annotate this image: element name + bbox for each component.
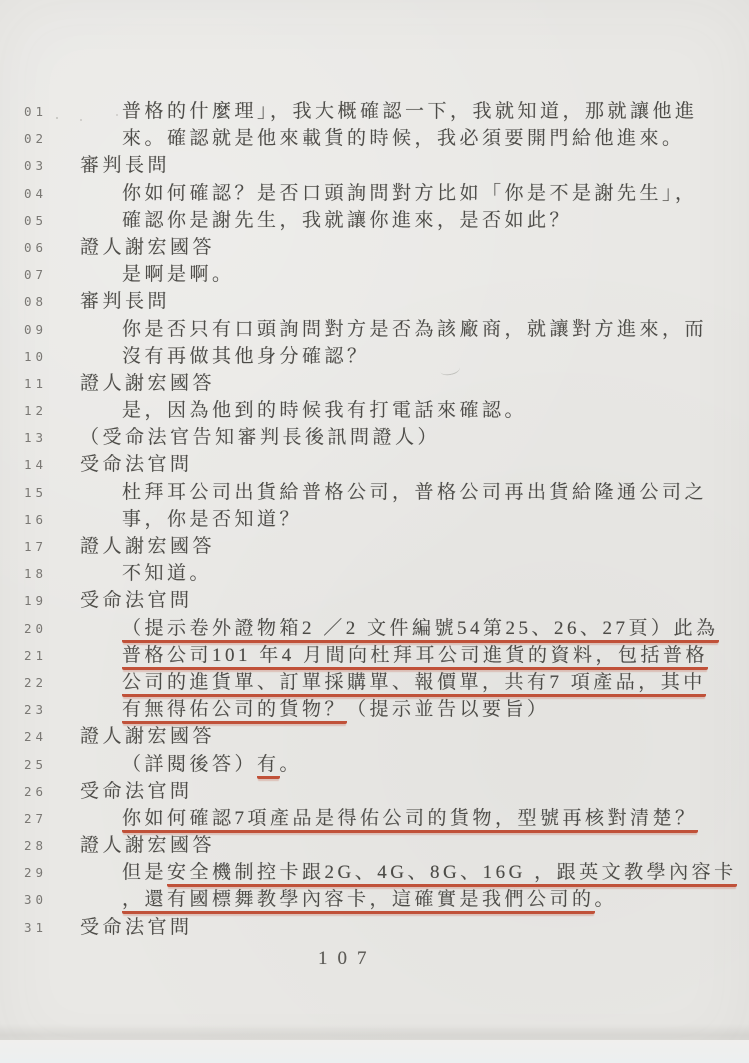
text-segment: 確認你是謝先生，我就讓你進來，是否如此？: [122, 209, 573, 231]
line-text: [122, 397, 749, 424]
line-number: 10: [24, 348, 48, 364]
line-number: 22: [24, 674, 48, 690]
line-number: 14: [24, 457, 48, 473]
red-underlined-text: 你如何確認7項產品是得佑公司的貨物，型號再核對清楚？: [122, 808, 698, 833]
text-segment: 但是: [122, 862, 168, 884]
line-text: [122, 805, 749, 832]
transcript-line: [0, 125, 749, 152]
page-number: 107: [318, 948, 377, 969]
line-text: [122, 560, 749, 587]
transcript-lines: [0, 98, 749, 941]
line-text: [80, 234, 749, 261]
transcript-line: [0, 506, 749, 533]
line-number: 12: [24, 403, 48, 419]
line-text: [80, 424, 749, 451]
transcript-line: [0, 914, 749, 941]
text-segment: 證人謝宏國答: [80, 372, 216, 394]
text-segment: 普格的什麼理」，我大概確認一下，我就知道，那就讓他進: [122, 101, 698, 122]
line-number: 23: [24, 702, 48, 718]
line-number: 28: [24, 838, 48, 854]
text-segment: （提示並告以要旨）: [347, 699, 550, 721]
text-segment: 證人謝宏國答: [80, 236, 216, 258]
line-text: [122, 207, 749, 234]
text-segment: 受命法官問: [80, 780, 193, 802]
line-number: 25: [24, 756, 48, 772]
red-underlined-text: 有無得佑公司的貨物？: [122, 699, 347, 724]
transcript-line: [0, 533, 749, 560]
line-number: 07: [24, 267, 48, 283]
line-text: [122, 751, 749, 778]
line-text: [80, 587, 749, 614]
text-segment: 受命法官問: [80, 916, 193, 938]
line-text: [122, 615, 749, 642]
text-segment: 來。確認就是他來載貨的時候，我必須要開門給他進來。: [122, 128, 685, 150]
transcript-line: [0, 479, 749, 506]
transcript-line: [0, 669, 749, 696]
line-text: [80, 152, 749, 179]
transcript-line: [0, 288, 749, 315]
red-underlined-text: 有: [257, 754, 280, 779]
transcript-line: [0, 152, 749, 179]
line-text: [80, 288, 749, 315]
line-number: 20: [24, 620, 48, 636]
transcript-line: [0, 832, 749, 859]
text-segment: 沒有再做其他身分確認？: [122, 345, 370, 367]
line-number: 15: [24, 484, 48, 500]
transcript-line: [0, 234, 749, 261]
text-segment: 審判長問: [80, 291, 171, 313]
red-underlined-text: 公司的進貨單、訂單採購單、報價單，共有7 項產品，其中: [122, 672, 706, 697]
line-number: 27: [24, 810, 48, 826]
line-number: 02: [24, 131, 48, 147]
transcript-line: [0, 451, 749, 478]
text-segment: （詳閱後答）: [122, 753, 258, 775]
line-text: [122, 98, 749, 125]
line-number: 31: [24, 919, 48, 935]
text-segment: 你是否只有口頭詢問對方是否為該廠商，就讓對方進來，而: [122, 318, 708, 340]
red-underlined-text: 安全機制控卡跟2G、4G、8G、16G ，跟英文教學內容卡: [167, 862, 737, 887]
transcript-line: [0, 98, 749, 125]
red-underlined-text: （提示卷外證物箱2 ／2 文件編號54第25、26、27頁）此為: [122, 618, 719, 643]
transcript-line: [0, 778, 749, 805]
line-text: [80, 778, 749, 805]
line-number: 08: [24, 294, 48, 310]
text-segment: 杜拜耳公司出貨給普格公司，普格公司再出貨給隆通公司之: [122, 481, 708, 503]
line-number: 05: [24, 212, 48, 228]
transcript-line: [0, 723, 749, 750]
transcript-line: [0, 696, 749, 723]
line-number: 26: [24, 783, 48, 799]
transcript-line: [0, 751, 749, 778]
transcript-line: [0, 397, 749, 424]
line-number: 16: [24, 511, 48, 527]
line-number: 18: [24, 566, 48, 582]
transcript-line: [0, 424, 749, 451]
transcript-line: [0, 180, 749, 207]
line-text: [122, 261, 749, 288]
line-number: 13: [24, 430, 48, 446]
line-text: [80, 370, 749, 397]
text-segment: 。: [594, 889, 618, 911]
text-segment: 事，你是否知道？: [122, 508, 303, 530]
transcript-line: [0, 859, 749, 886]
text-segment: 證人謝宏國答: [80, 536, 216, 557]
line-text: [122, 642, 749, 669]
line-text: [122, 696, 749, 723]
text-segment: 受命法官問: [80, 590, 193, 612]
page-bottom-edge-band: [0, 1040, 749, 1063]
transcript-line: [0, 370, 749, 397]
text-segment: 是啊是啊。: [122, 264, 235, 286]
text-segment: （受命法官告知審判長後訊問證人）: [80, 427, 441, 449]
page-bottom-edge-shadow: [0, 1024, 749, 1040]
line-text: [122, 343, 749, 370]
line-text: [122, 316, 749, 343]
line-number: 30: [24, 892, 48, 908]
text-segment: 是，因為他到的時候我有打電話來確認。: [122, 400, 528, 422]
line-text: [122, 180, 749, 207]
text-segment: 證人謝宏國答: [80, 726, 216, 748]
line-text: [80, 832, 749, 859]
transcript-line: [0, 560, 749, 587]
line-text: [80, 533, 749, 560]
transcript-line: [0, 642, 749, 669]
text-segment: 。: [279, 753, 303, 775]
line-text: [122, 479, 749, 506]
line-number: 29: [24, 865, 48, 881]
transcript-line: [0, 886, 749, 913]
line-text: [80, 451, 749, 478]
line-number: 24: [24, 729, 48, 745]
transcript-line: [0, 615, 749, 642]
line-number: 09: [24, 321, 48, 337]
text-segment: 證人謝宏國答: [80, 835, 216, 857]
line-number: 06: [24, 239, 48, 255]
line-number: 11: [24, 375, 48, 391]
transcript-line: [0, 261, 749, 288]
line-text: [122, 859, 749, 886]
line-number: 04: [24, 185, 48, 201]
text-segment: 審判長問: [80, 155, 171, 177]
line-text: [122, 886, 749, 913]
text-segment: 受命法官問: [80, 454, 193, 476]
transcript-line: [0, 587, 749, 614]
transcript-line: [0, 343, 749, 370]
text-segment: 你如何確認？是否口頭詢問對方比如「你是不是謝先生」，: [122, 182, 698, 204]
line-text: [122, 506, 749, 533]
line-text: [122, 669, 749, 696]
transcript-line: [0, 316, 749, 343]
line-text: [80, 723, 749, 750]
red-underlined-text: ，還有國標舞教學內容卡，這確實是我們公司的: [122, 889, 595, 914]
line-text: [122, 125, 749, 152]
line-number: 19: [24, 593, 48, 609]
line-number: 01: [24, 104, 48, 119]
line-number: 03: [24, 158, 48, 174]
line-text: [80, 914, 749, 941]
transcript-line: [0, 805, 749, 832]
line-number: 21: [24, 647, 48, 663]
text-segment: 不知道。: [122, 563, 213, 585]
red-underlined-text: 普格公司101 年4 月間向杜拜耳公司進貨的資料，包括普格: [122, 645, 708, 670]
transcript-line: [0, 207, 749, 234]
line-number: 17: [24, 539, 48, 554]
